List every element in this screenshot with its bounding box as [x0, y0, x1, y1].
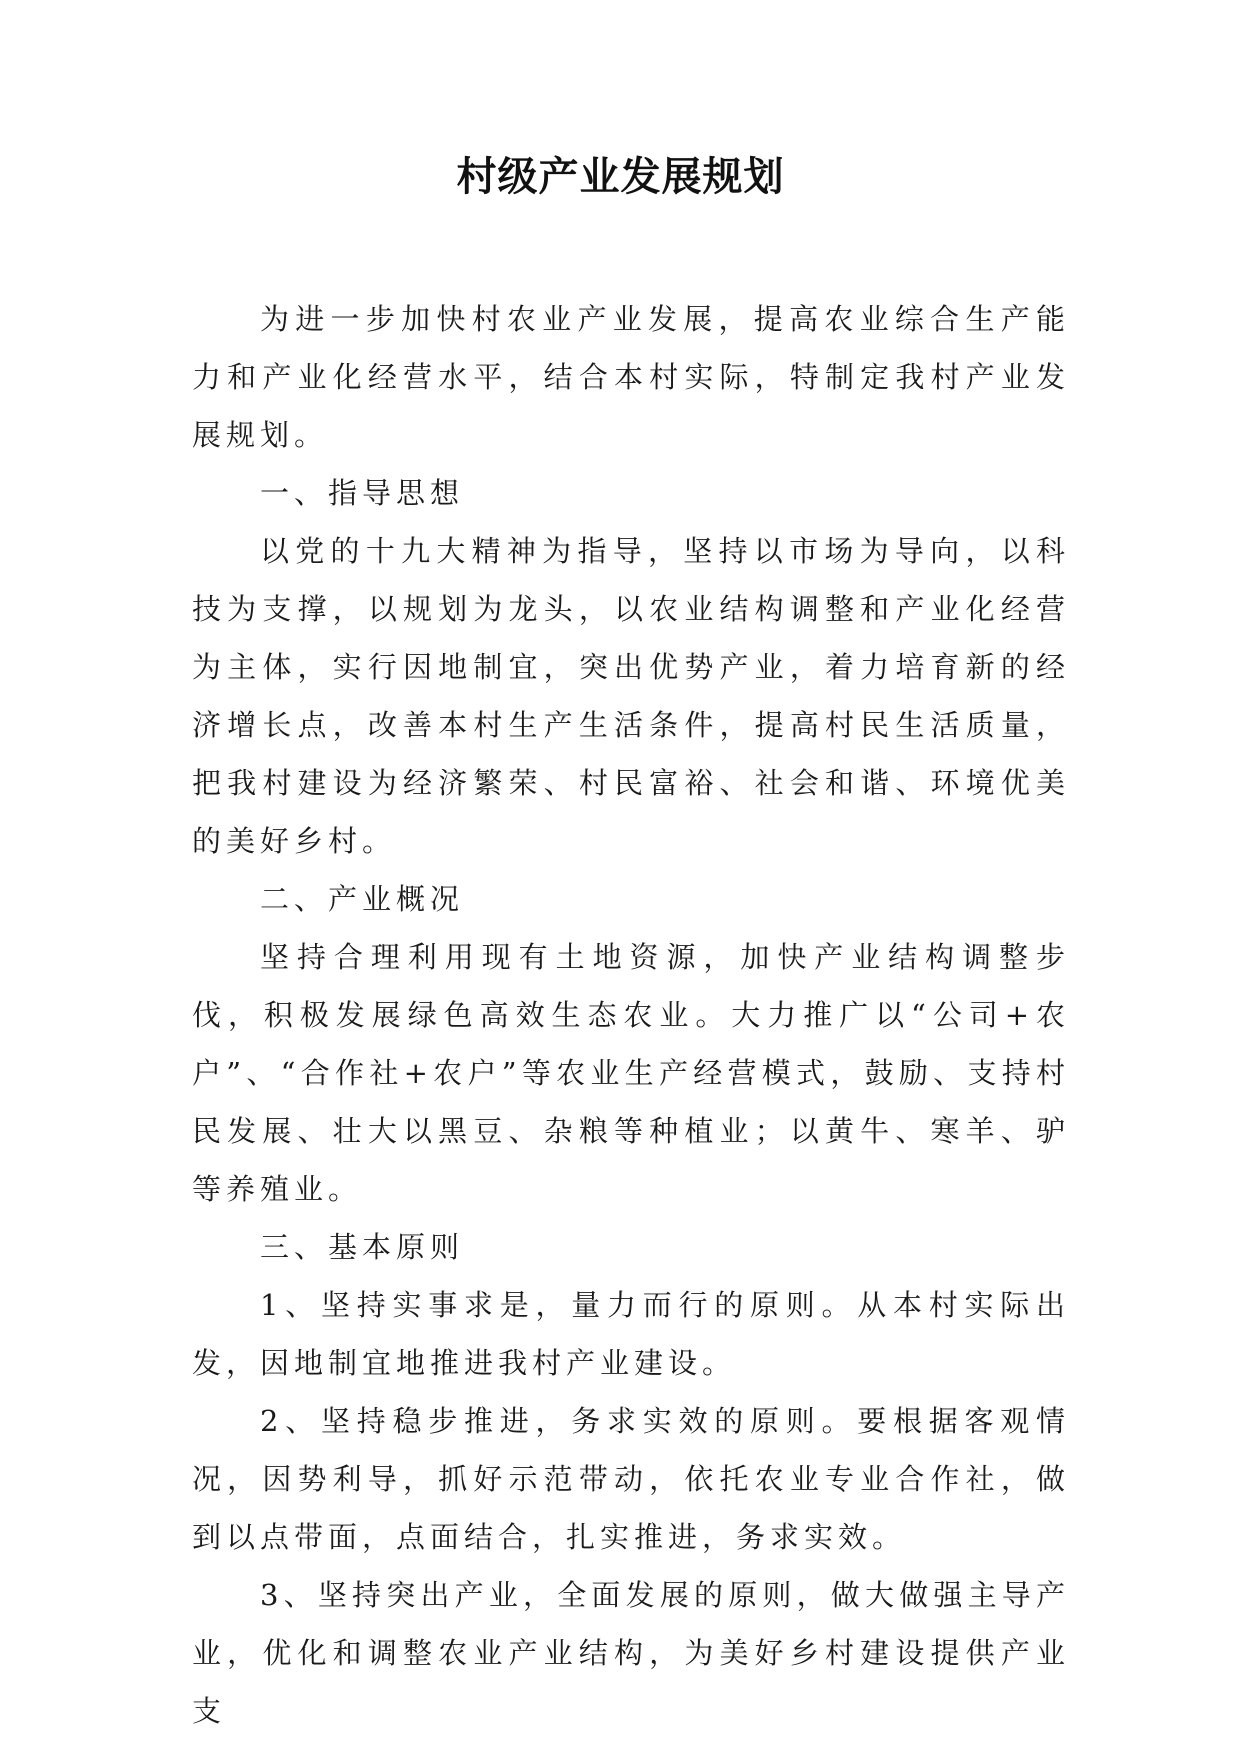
document-title: 村级产业发展规划 [456, 153, 785, 200]
section-heading-industry-overview: 二、产业概况 [260, 882, 465, 916]
section-heading-guiding-ideology: 一、指导思想 [260, 476, 465, 510]
principle-1-paragraph: 1、坚持实事求是，量力而行的原则。从本村实际出发，因地制宜地推进我村产业建设。 [192, 1288, 1070, 1380]
industry-overview-paragraph: 坚持合理利用现有土地资源，加快产业结构调整步伐，积极发展绿色高效生态农业。大力推广以“公司+农户”、“合作社+农户”等农业生产经营模式，鼓励、支持村民发展、壮大以黑豆、杂粮等种植业；以黄牛、寒羊、驴等养殖业。 [192, 940, 1070, 1206]
principle-3-paragraph: 3、坚持突出产业，全面发展的原则，做大做强主导产业，优化和调整农业产业结构，为美好乡村建设提供产业支 [192, 1578, 1070, 1728]
document-body [192, 290, 1070, 1740]
guiding-ideology-paragraph: 以党的十九大精神为指导，坚持以市场为导向，以科技为支撑，以规划为龙头，以农业结构调整和产业化经营为主体，实行因地制宜，突出优势产业，着力培育新的经济增长点，改善本村生产生活条件，提高村民生活质量，把我村建设为经济繁荣、村民富裕、社会和谐、环境优美的美好乡村。 [192, 534, 1070, 858]
principle-2-paragraph: 2、坚持稳步推进，务求实效的原则。要根据客观情况，因势利导，抓好示范带动，依托农业专业合作社，做到以点带面，点面结合，扎实推进，务求实效。 [192, 1404, 1070, 1554]
intro-paragraph: 为进一步加快村农业产业发展，提高农业综合生产能力和产业化经营水平，结合本村实际，特制定我村产业发展规划。 [192, 302, 1070, 452]
section-heading-basic-principles: 三、基本原则 [260, 1230, 465, 1264]
